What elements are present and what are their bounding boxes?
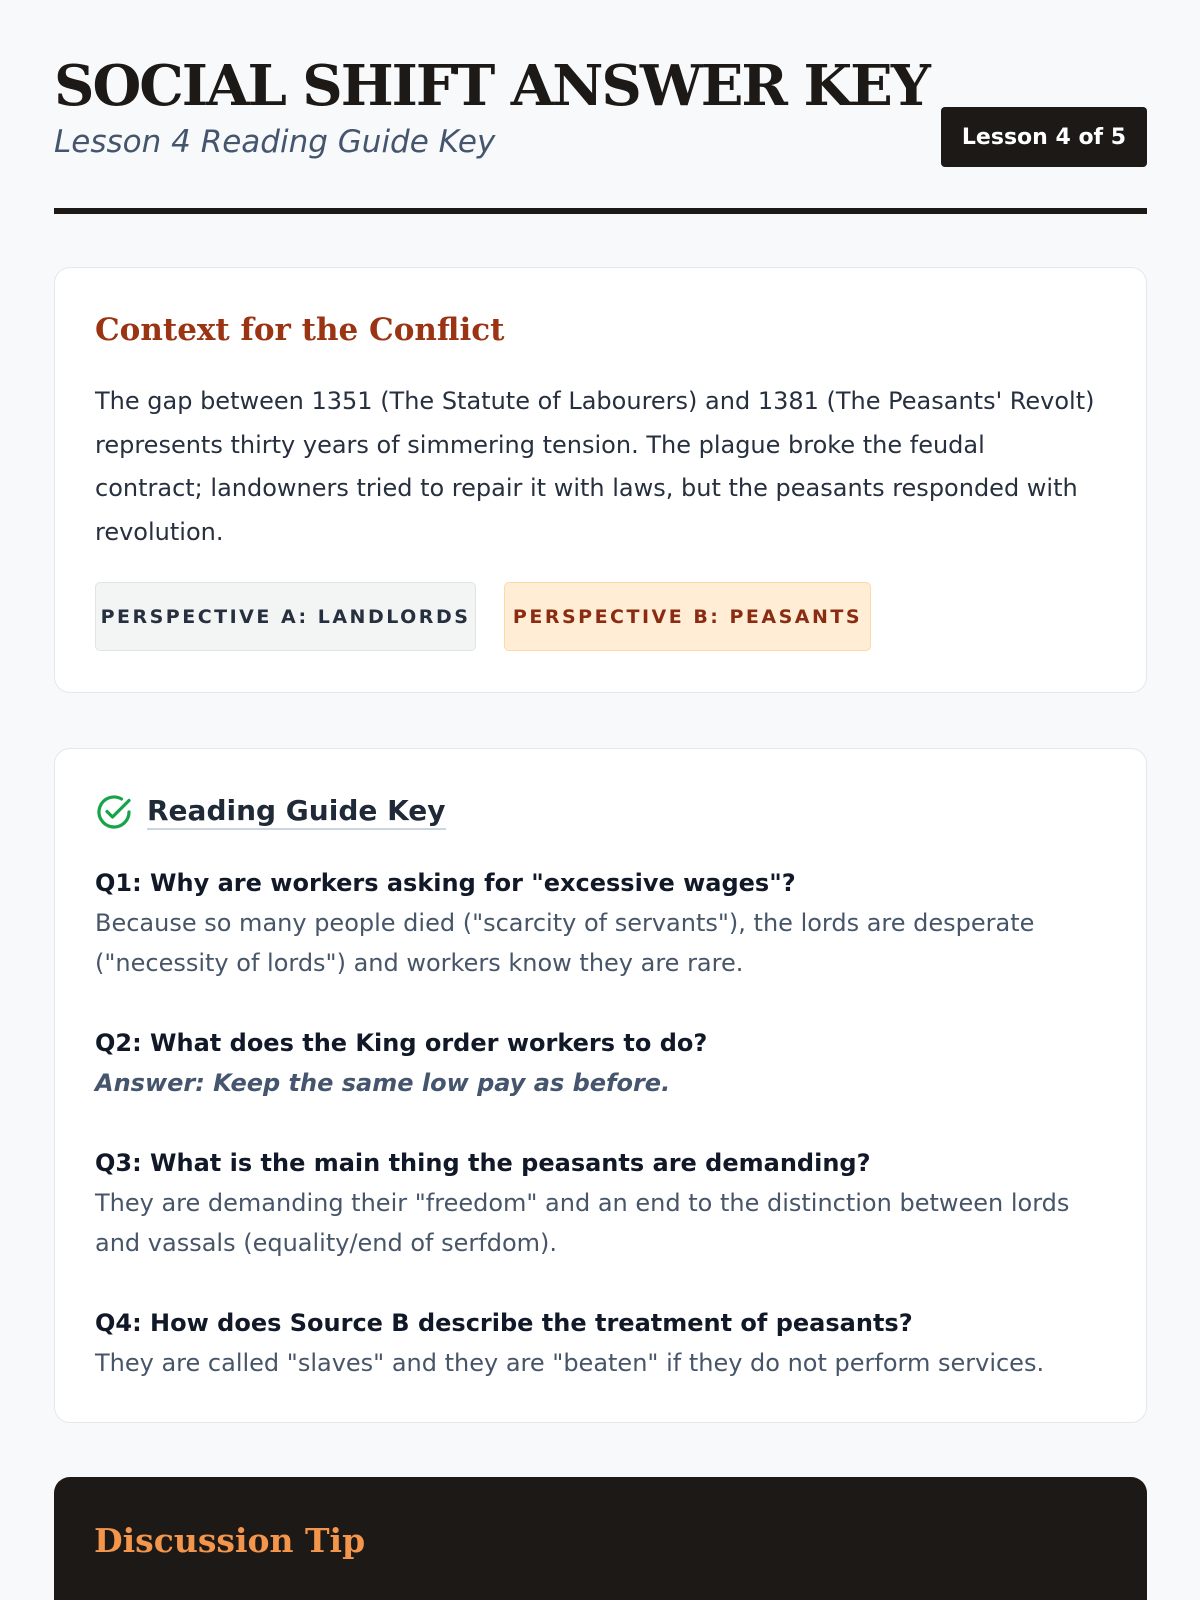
reading-guide-heading bbox=[95, 793, 446, 831]
question-text: Q4: How does Source B describe the treatment of peasants? bbox=[95, 1309, 913, 1337]
context-text: The gap between 1351 (The Statute of Labourers) and 1381 (The Peasants' Revolt) represents thirty years of simmering tension. The plague broke the feudal contract; landowners tried to repair it with laws, but the peasants responded with revolution. bbox=[95, 387, 1095, 546]
answer-key-page bbox=[54, 0, 1147, 1560]
qa-item bbox=[95, 1023, 1105, 1103]
answer-text: They are demanding their "freedom" and an end to the distinction between lords and vassals (equality/end of serfdom). bbox=[95, 1189, 1070, 1257]
qa-item bbox=[95, 863, 1105, 983]
answer-text: Answer: Keep the same low pay as before. bbox=[95, 1069, 671, 1097]
question-text: Q3: What is the main thing the peasants are demanding? bbox=[95, 1149, 871, 1177]
lesson-badge: Lesson 4 of 5 bbox=[941, 107, 1147, 167]
page-header bbox=[54, 0, 1147, 214]
reading-guide-card bbox=[54, 748, 1147, 1423]
reading-guide-title: Reading Guide Key bbox=[147, 794, 446, 830]
answer-text: They are called "slaves" and they are "beaten" if they do not perform services. bbox=[95, 1349, 1045, 1377]
check-circle-icon bbox=[95, 793, 133, 831]
discussion-tip-card bbox=[54, 1477, 1147, 1600]
qa-item bbox=[95, 1303, 1105, 1383]
context-title: Context for the Conflict bbox=[95, 312, 505, 348]
perspective-landlords-tag: PERSPECTIVE A: LANDLORDS bbox=[95, 582, 476, 651]
context-card bbox=[54, 267, 1147, 693]
question-text: Q1: Why are workers asking for "excessive wages"? bbox=[95, 869, 796, 897]
discussion-tip-title: Discussion Tip bbox=[94, 1521, 366, 1560]
question-text: Q2: What does the King order workers to do? bbox=[95, 1029, 708, 1057]
answer-text: Because so many people died ("scarcity of servants"), the lords are desperate ("necessity of lords") and workers know they are rare. bbox=[95, 909, 1035, 977]
page-title: SOCIAL SHIFT ANSWER KEY bbox=[54, 53, 929, 119]
perspective-peasants-tag: PERSPECTIVE B: PEASANTS bbox=[504, 582, 871, 651]
page-subtitle: Lesson 4 Reading Guide Key bbox=[54, 124, 496, 160]
qa-item bbox=[95, 1143, 1105, 1263]
